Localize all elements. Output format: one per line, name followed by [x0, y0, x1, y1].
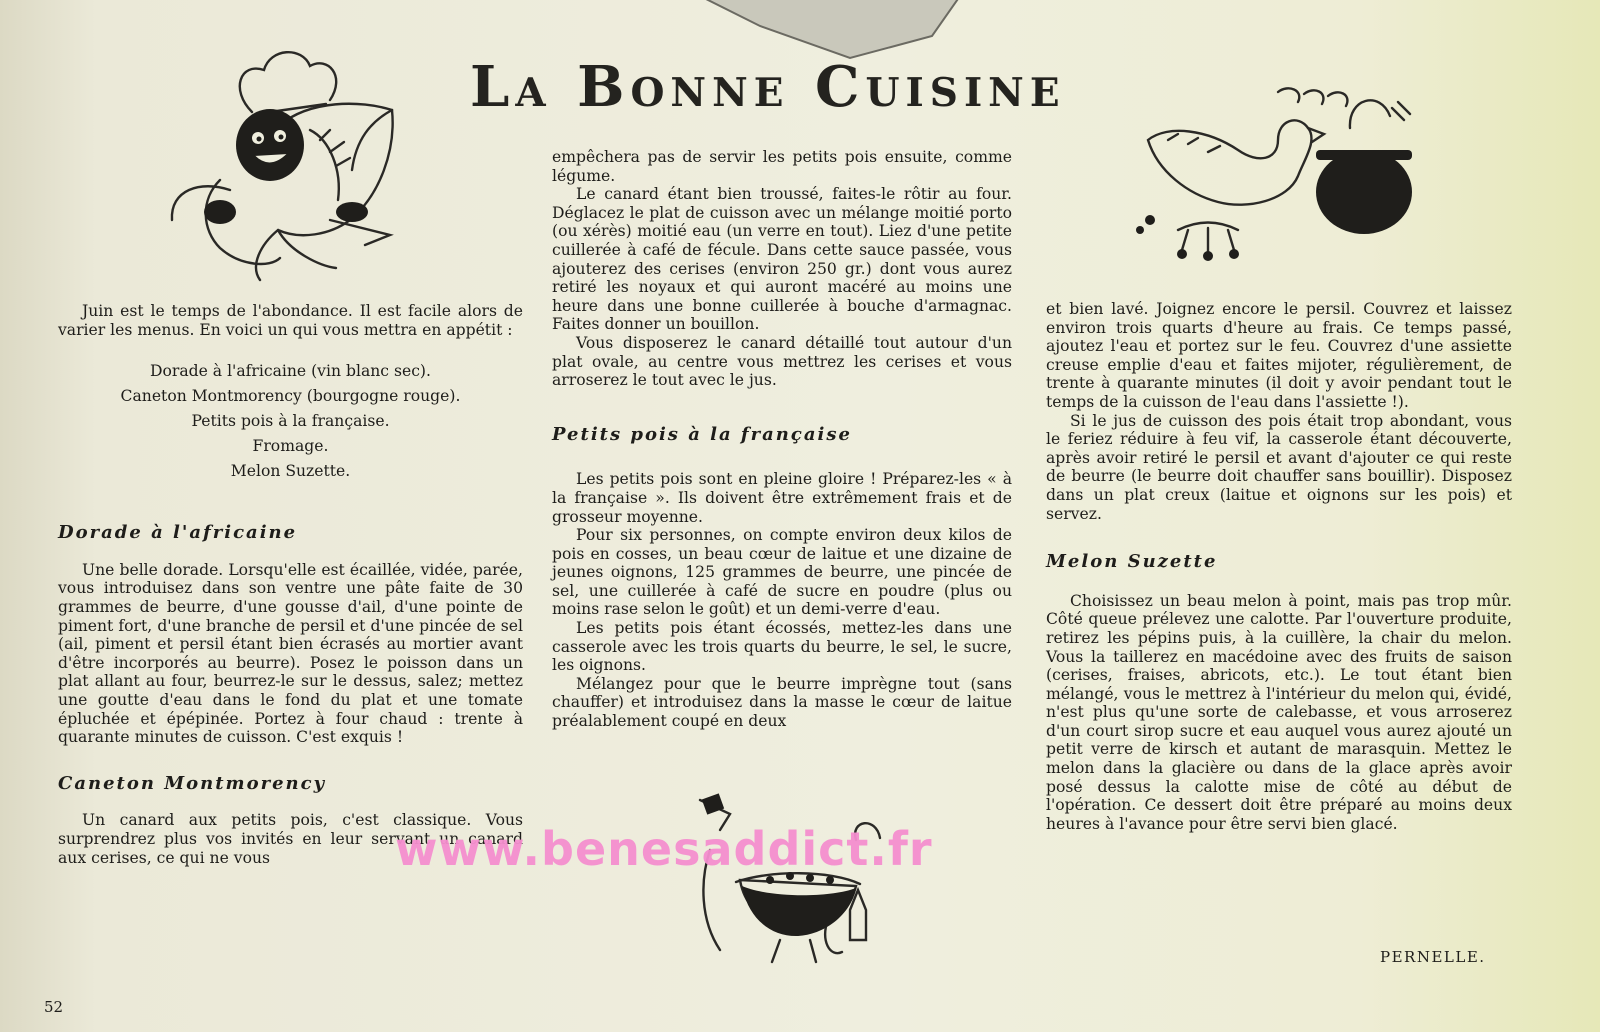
- duck-with-pot-icon: [1128, 80, 1418, 272]
- petits-pois-text-6: Si le jus de cuisson des pois était trop abondant, vous le feriez réduire à feu vif, la casserole étant découverte, après avoir retiré le persil et avant d'ajouter ce qui reste de beurre (le beurre doit chauffer sans bouillir). Disposez dans un plat creux (laitue et oignons sur les pois) et servez.: [1046, 411, 1512, 523]
- menu-item: Melon Suzette.: [230, 462, 351, 481]
- caneton-text-4: Vous disposerez le canard détaillé tout autour d'un plat ovale, au centre vous mettrez les cerises et vous arroserez le tout avec le jus.: [552, 333, 1012, 390]
- peas-bowl-icon: [680, 790, 900, 970]
- menu-item: Petits pois à la française.: [191, 412, 390, 431]
- menu-item: Caneton Montmorency (bourgogne rouge).: [120, 387, 461, 406]
- petits-pois-text-3: Les petits pois étant écossés, mettez-les dans une casserole avec les trois quarts du beurre, le sel, le sucre, les oignons.: [552, 619, 1012, 675]
- heading-petits-pois: Petits pois à la française: [552, 423, 852, 445]
- dorade-text: Une belle dorade. Lorsqu'elle est écaillée, vidée, parée, vous introduisez dans son ventre une pâte faite de 30 grammes de beurre, d'une gousse d'ail, d'une pointe de piment fort, d'une branche de persil et d'une pincée de sel (ail, piment et persil étant bien écrasés au mortier avant d'être incorporés au beurre). Posez le poisson dans un plat allant au four, beurrez-le sur le dessus, salez; mettez une goutte d'eau dans le fond du plat et une tomate épluchée et épépinée. Portez à four chaud : trente à quarante minutes de cuisson. C'est exquis !: [58, 560, 523, 747]
- chef-with-fish-icon: [160, 30, 410, 285]
- petits-pois-text-2: Pour six personnes, on compte environ deux kilos de pois en cosses, un beau cœur de laitue et une dizaine de jeunes oignons, 125 grammes de beurre, une pincée de sel, une cuillerée à café de sucre en poudre (plus ou moins rase selon le goût) et un demi-verre d'eau.: [552, 526, 1012, 619]
- page-number: 52: [44, 998, 64, 1016]
- column-middle: [552, 148, 1012, 731]
- heading-melon: Melon Suzette: [1046, 551, 1218, 573]
- petits-pois-text-5: et bien lavé. Joignez encore le persil. Couvrez et laissez environ trois quarts d'heure au frais. Ce temps passé, ajoutez l'eau et portez sur le feu. Couvrez d'une assiette creuse emplie d'eau et faites mijoter, régulièrement, de trente à quarante minutes (il doit y avoir pendant tout le temps de la cuisson de l'eau dans l'assiette !).: [1046, 300, 1512, 411]
- caneton-text-3: Le canard étant bien troussé, faites-le rôtir au four. Déglacez le plat de cuisson avec un mélange moitié porto (ou xérès) moitié eau (un verre en tout). Liez d'une petite cuillerée à café de fécule. Dans cette sauce passée, vous ajouterez des cerises (environ 250 gr.) dont vous aurez retiré les noyaux et qui auront macéré au moins une heure dans une bonne cuillerée à bouche d'armagnac. Faites donner un bouillon.: [552, 185, 1012, 334]
- menu-item: Dorade à l'africaine (vin blanc sec).: [150, 362, 431, 381]
- petits-pois-text-1: Les petits pois sont en pleine gloire ! Préparez-les « à la française ». Ils doivent être extrêmement frais et de grosseur moyenne.: [552, 470, 1012, 526]
- watermark-link[interactable]: www.benesaddict.fr: [395, 822, 933, 876]
- petits-pois-text-4: Mélangez pour que le beurre imprègne tout (sans chauffer) et introduisez dans la masse le cœur de laitue préalablement coupé en deux: [552, 674, 1012, 731]
- caneton-text-1: Un canard aux petits pois, c'est classique. Vous surprendrez plus vos invités en leur servant un canard aux cerises, ce qui ne vous: [58, 811, 523, 867]
- heading-caneton: Caneton Montmorency: [58, 772, 327, 794]
- header-ribbon-graphic: [700, 0, 960, 62]
- menu-list: [58, 359, 523, 484]
- page-title: La Bonne Cuisine: [470, 54, 1066, 120]
- caneton-text-2: empêchera pas de servir les petits pois ensuite, comme légume.: [552, 148, 1012, 185]
- melon-text: Choisissez un beau melon à point, mais pas trop mûr. Côté queue prélevez une calotte. Par l'ouverture produite, retirez les pépins puis, à la cuillère, la chair du melon. Vous la taillerez en macédoine avec des fruits de saison (cerises, fraises, abricots, etc.). Le tout étant bien mélangé, vous le mettrez à l'intérieur du melon qui, évidé, n'est plus qu'une sorte de calebasse, et vous arroserez d'un court sirop sucre et eau auquel vous aurez ajouté un petit verre de kirsch et autant de marasquin. Mettez le melon dans la glacière ou dans de la glace après avoir posé dessus la calotte mise de côté au début de l'opération. Ce dessert doit être préparé au moins deux heures à l'avance pour être servi bien glacé.: [1046, 591, 1512, 833]
- intro-paragraph: Juin est le temps de l'abondance. Il est facile alors de varier les menus. En voici un qui vous mettra en appétit :: [58, 302, 523, 339]
- heading-dorade: Dorade à l'africaine: [58, 522, 298, 544]
- menu-item: Fromage.: [252, 437, 329, 456]
- column-right: [1046, 300, 1512, 833]
- column-left: [58, 302, 523, 867]
- author-signature: PERNELLE.: [1380, 948, 1486, 966]
